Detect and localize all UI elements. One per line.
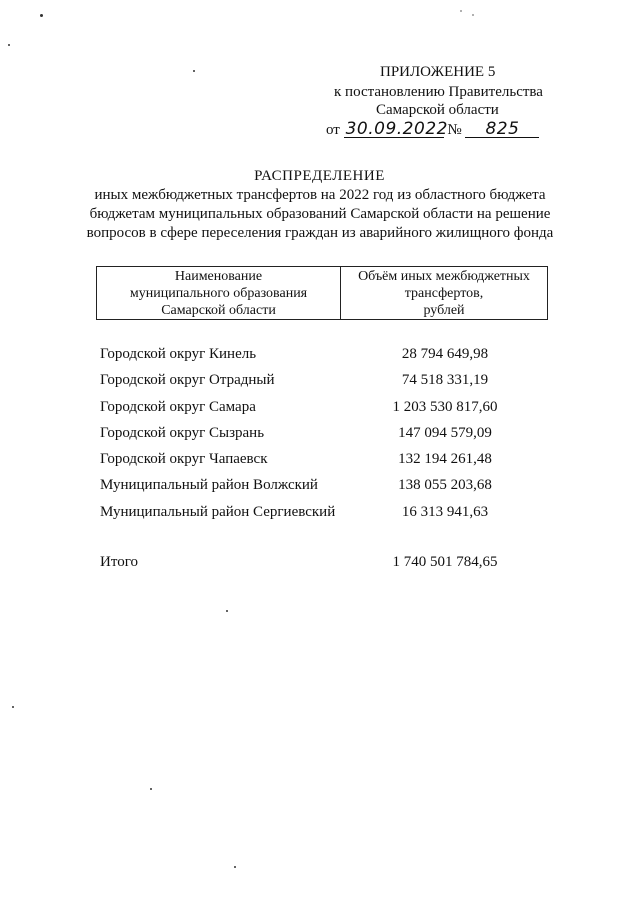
subtitle-line: вопросов в сфере переселения граждан из аварийного жилищного фонда (86, 225, 554, 241)
table-row (100, 397, 540, 423)
number-label: № (447, 122, 462, 138)
scan-speck (8, 44, 10, 46)
total-amount: 1 740 501 784,65 (392, 554, 498, 570)
municipality-name: Городской округ Кинель (100, 346, 257, 362)
transfer-amount: 147 094 579,09 (398, 424, 492, 441)
municipality-name: Городской округ Сызрань (100, 424, 265, 441)
table-row (100, 502, 540, 528)
scan-speck (472, 14, 474, 16)
header-text: Объём иных межбюджетных (358, 269, 530, 284)
header-text: Самарской области (161, 303, 276, 318)
handwritten-date: 30.09.2022 (345, 119, 448, 139)
total-row (100, 552, 540, 574)
transfer-amount: 28 794 649,98 (401, 346, 489, 362)
municipality-name: Городской округ Отрадный (100, 372, 275, 389)
header-municipality (97, 267, 341, 319)
header-text: муниципального образования (129, 286, 308, 301)
scan-speck (234, 866, 236, 868)
municipality-name: Муниципальный район Волжский (100, 477, 318, 494)
appendix-line-region: Самарской области (376, 102, 499, 118)
header-amount (341, 267, 547, 319)
scan-speck (12, 706, 14, 708)
scan-speck (40, 14, 43, 17)
appendix-title: ПРИЛОЖЕНИЕ 5 (380, 64, 496, 80)
transfer-amount: 16 313 941,63 (401, 503, 489, 520)
table-body (100, 344, 540, 528)
transfer-amount: 132 194 261,48 (398, 451, 492, 468)
scan-speck (460, 10, 462, 12)
header-text: Наименование (174, 269, 263, 284)
table-row (100, 423, 540, 449)
transfer-amount: 1 203 530 817,60 (392, 398, 498, 415)
appendix-line-decree: к постановлению Правительства (334, 84, 543, 100)
municipality-name: Городской округ Чапаевск (100, 451, 268, 468)
table-row (100, 449, 540, 475)
municipality-name: Муниципальный район Сергиевский (100, 503, 336, 520)
document-title: РАСПРЕДЕЛЕНИЕ (254, 168, 385, 184)
table-row (100, 370, 540, 396)
header-text: рублей (423, 303, 465, 318)
total-label: Итого (100, 554, 138, 570)
subtitle-line: бюджетам муниципальных образований Самарской области на решение (89, 206, 551, 222)
scan-speck (226, 610, 228, 612)
transfer-amount: 138 055 203,68 (398, 477, 492, 494)
document-subtitle (80, 186, 560, 243)
table-header (96, 266, 548, 320)
scan-speck (150, 788, 152, 790)
appendix-date-line (326, 120, 539, 140)
table-row (100, 344, 540, 370)
transfer-amount: 74 518 331,19 (401, 372, 489, 389)
date-prefix: от (326, 122, 340, 138)
handwritten-number: 825 (465, 121, 539, 138)
table-row (100, 475, 540, 501)
subtitle-line: иных межбюджетных трансфертов на 2022 год из областного бюджета (94, 187, 546, 203)
header-text: трансфертов, (404, 286, 484, 301)
scan-speck (193, 70, 195, 72)
municipality-name: Городской округ Самара (100, 398, 256, 415)
